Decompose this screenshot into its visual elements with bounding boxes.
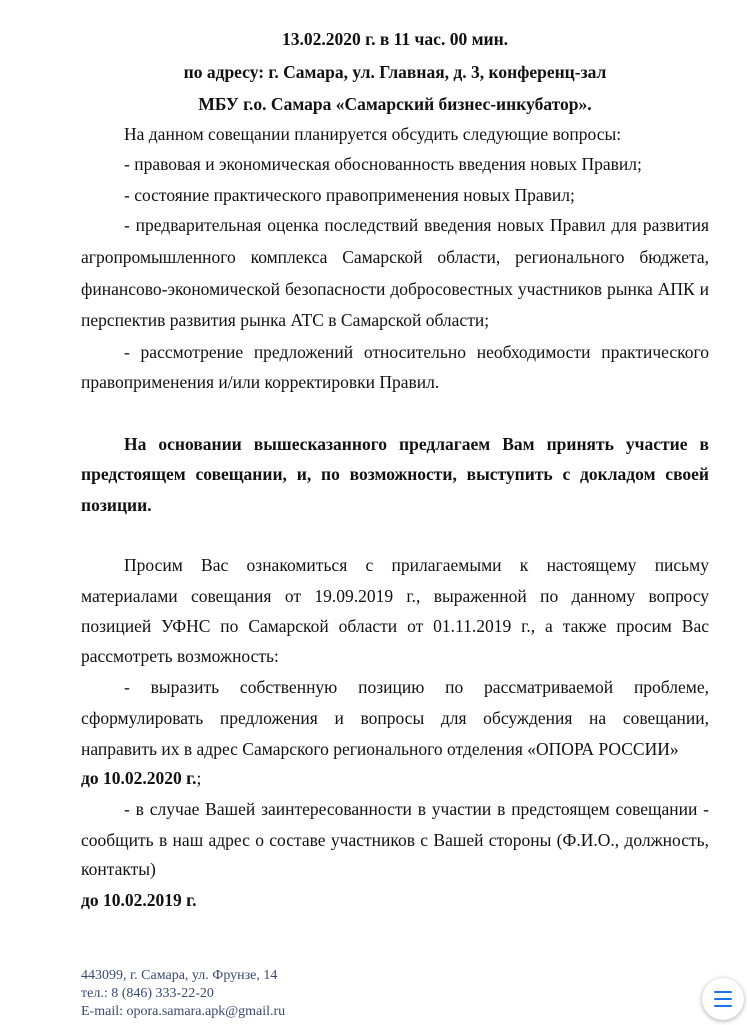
agenda-item-3-line: перспектив развития рынка АТС в Самарской области;: [81, 310, 490, 330]
proposal-line: На основании вышесказанного предлагаем Вам принять участие в: [124, 434, 709, 454]
menu-lines-icon: [714, 989, 732, 1010]
footer-phone: тел.: 8 (846) 333-22-20: [81, 986, 214, 1001]
meeting-venue-line: МБУ г.о. Самара «Самарский бизнес-инкубатор».: [198, 94, 592, 114]
agenda-item-4-line: правоприменения и/или корректировки Правил.: [81, 372, 440, 392]
agenda-item-3-line: - предварительная оценка последствий введения новых Правил для развития: [124, 215, 709, 235]
meeting-date-line: 13.02.2020 г. в 11 час. 00 мин.: [281, 29, 509, 49]
deadline-1-line: [81, 766, 709, 790]
request-item-2-line: контакты): [81, 859, 156, 879]
agenda-item-3-line: агропромышленного комплекса Самарской области, регионального бюджета,: [81, 247, 709, 267]
request-item-2-line: - в случае Вашей заинтересованности в участии в предстоящем совещании -: [124, 799, 709, 819]
agenda-intro: На данном совещании планируется обсудить следующие вопросы:: [124, 124, 622, 144]
proposal-line: предстоящем совещании, и, по возможности, выступить с докладом своей: [81, 464, 709, 484]
agenda-item-2: - состояние практического правоприменения новых Правил;: [124, 185, 575, 205]
agenda-item-4-line: - рассмотрение предложений относительно необходимости практического: [124, 342, 709, 362]
request-item-1-line: сформулировать предложения и вопросы для обсуждения на совещании,: [81, 708, 709, 728]
request-paragraph-line: материалами совещания от 19.09.2019 г., выраженной по данному вопросу: [81, 586, 709, 606]
request-paragraph-line: рассмотреть возможность:: [81, 646, 279, 666]
deadline-1-date: до 10.02.2020 г.: [81, 768, 197, 788]
meeting-address-line: по адресу: г. Самара, ул. Главная, д. 3, конференц-зал: [183, 62, 607, 82]
request-item-1-line: - выразить собственную позицию по рассматриваемой проблеме,: [124, 677, 709, 697]
proposal-line: позиции.: [81, 495, 152, 515]
request-paragraph-line: позицией УФНС по Самарской области от 01.11.2019 г., а также просим Вас: [81, 616, 709, 636]
footer-address: 443099, г. Самара, ул. Фрунзе, 14: [81, 968, 278, 983]
footer-email: E-mail: opora.samara.apk@gmail.ru: [81, 1004, 286, 1019]
menu-fab-button[interactable]: [702, 978, 744, 1020]
request-paragraph-line: Просим Вас ознакомиться с прилагаемыми к настоящему письму: [124, 555, 709, 575]
agenda-item-1: - правовая и экономическая обоснованность введения новых Правил;: [124, 154, 642, 174]
agenda-item-3-line: финансово-экономической безопасности добросовестных участников рынка АПК и: [81, 279, 709, 299]
request-item-1-line: направить их в адрес Самарского регионального отделения «ОПОРА РОССИИ»: [81, 739, 679, 759]
deadline-1-suffix: ;: [196, 768, 202, 788]
request-item-2-line: сообщить в наш адрес о составе участников с Вашей стороны (Ф.И.О., должность,: [81, 830, 709, 850]
deadline-2-line: до 10.02.2019 г.: [81, 890, 197, 910]
